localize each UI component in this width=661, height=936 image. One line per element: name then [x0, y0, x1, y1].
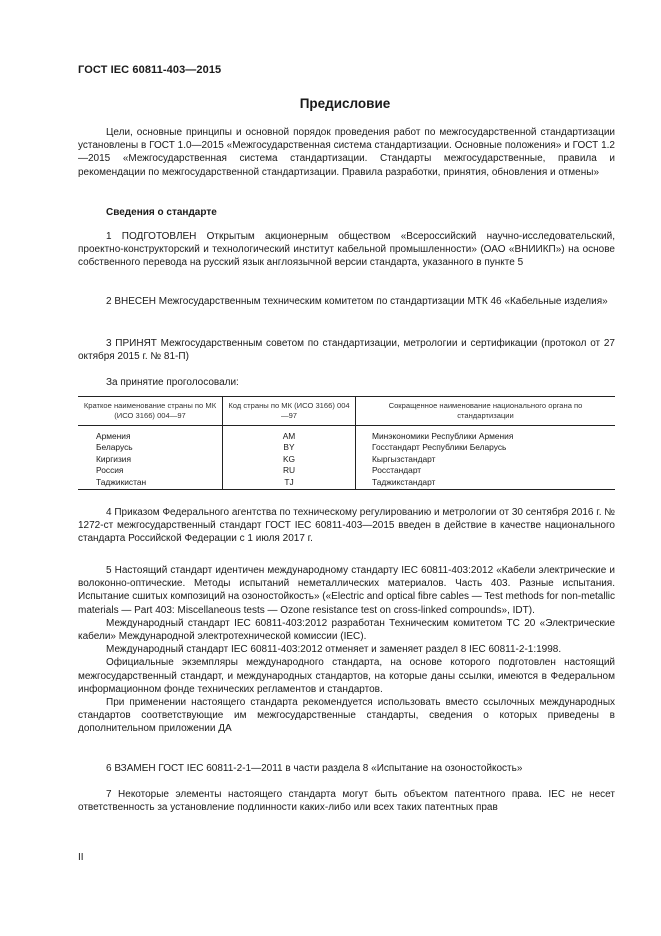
country-name: Россия: [78, 465, 223, 476]
countries-table: [78, 396, 615, 490]
standards-body: Таджикстандарт: [372, 476, 436, 487]
table-row: [78, 465, 615, 476]
item-5-replaces-text: Международный стандарт IEC 60811-403:2012 отменяет и заменяет раздел 8 IEC 60811-2-1:1998.: [106, 644, 562, 656]
country-code: RU: [223, 465, 356, 476]
item-7: [78, 788, 615, 814]
item-7-text: 7 Некоторые элементы настоящего стандарта могут быть объектом патентного права. IEC не несет ответственность за установление подлинности каких-либо или всех таких патентных прав: [78, 789, 615, 814]
table-row: [78, 454, 615, 465]
item-2-text: 2 ВНЕСЕН Межгосударственным техническим комитетом по стандартизации МТК 46 «Кабельные изделия»: [106, 296, 608, 307]
country-name: Таджикистан: [78, 477, 223, 490]
document-code-header: ГОСТ IEC 60811-403—2015: [78, 64, 222, 76]
item-3: [78, 337, 615, 363]
item-5-copies-text: Официальные экземпляры международного стандарта, на основе которого подготовлен настоящий межгосударственный стандарт, и международных стандартов, на которые даны ссылки, имеются в Федеральном информационном фонде технических регламентов и стандартов.: [78, 657, 615, 695]
page-title: Предисловие: [299, 96, 391, 111]
item-1: [78, 230, 615, 270]
foreword-intro: [78, 126, 615, 179]
header-standards-body: Сокращенное наименование национального органа по стандартизации: [356, 397, 616, 426]
item-2: [78, 295, 615, 308]
header-country-code: Код страны по МК (ИСО 3166) 004—97: [223, 397, 356, 426]
standards-body: Минэкономики Республики Армения: [372, 431, 514, 441]
subheading: Сведения о стандарте: [106, 207, 217, 218]
item-6: [78, 762, 615, 775]
item-5-developer-text: Международный стандарт IEC 60811-403:2012 разработан Техническим комитетом TC 20 «Электрические кабели» Международной электротехнической комиссии (IEC).: [78, 617, 615, 643]
item-3-text: 3 ПРИНЯТ Межгосударственным советом по стандартизации, метрологии и сертификации (протокол от 27 октября 2015 г. № 81-П): [78, 338, 615, 363]
item-6-text: 6 ВЗАМЕН ГОСТ IEC 60811-2-1—2011 в части раздела 8 «Испытание на озоностойкость»: [106, 763, 523, 774]
standards-body: Кыргызстандарт: [372, 453, 436, 464]
table-row: [78, 426, 615, 443]
country-code: KG: [223, 454, 356, 465]
standards-body: Росстандарт: [372, 465, 422, 476]
vote-label: За принятие проголосовали:: [106, 377, 239, 388]
vote-label-block: [78, 376, 615, 389]
item-1-text: 1 ПОДГОТОВЛЕН Открытым акционерным обществом «Всероссийский научно-исследовательский, проектно-конструкторский и технологический институт кабельной промышленности» (ОАО «ВНИИКП») на основе собственного перевода на русский язык англоязычной версии стандарта, указанного в пункте 5: [78, 231, 615, 269]
standards-body: Госстандарт Республики Беларусь: [372, 442, 507, 453]
country-code: BY: [223, 442, 356, 453]
table-row: [78, 477, 615, 490]
item-4: [78, 506, 615, 546]
item-4-text: 4 Приказом Федерального агентства по техническому регулированию и метрологии от 30 сентября 2016 г. № 1272-ст межгосударственный стандарт ГОСТ IEC 60811-403—2015 введен в действие в качестве национального стандарта Российской Федерации с 1 июля 2017 г.: [78, 507, 615, 545]
country-code: TJ: [223, 477, 356, 490]
country-name: Армения: [78, 426, 223, 443]
standard-info-heading: [78, 206, 615, 219]
intro-paragraph: Цели, основные принципы и основной порядок проведения работ по межгосударственной стандартизации установлены в ГОСТ 1.0—2015 «Межгосударственная система стандартизации. Основные положения» и ГОСТ 1.2—2015 «Межгосударственная система стандартизации. Стандарты межгосударственные, правила и рекомендации по межгосударственной стандартизации. Правила разработки, принятия, обновления и отмены»: [78, 127, 615, 178]
country-name: Киргизия: [78, 454, 223, 465]
table-row: [78, 442, 615, 453]
country-code: AM: [223, 426, 356, 443]
item-5-text: 5 Настоящий стандарт идентичен международному стандарту IEC 60811-403:2012 «Кабели электрические и волоконно-оптические. Методы испытаний неметаллических материалов. Часть 403. Разные испытания. Испытание сшитых композиций на озоностойкость» («Electric and optical fibre cables — Test methods for non-metallic materials — Part 403: Miscellaneous tests — Ozone resistance test on cross-linked compounds», IDT).: [78, 565, 616, 616]
table-header-row: [78, 397, 615, 426]
voting-table: [78, 396, 615, 490]
page-number: II: [78, 852, 84, 863]
header-country-name: Краткое наименование страны по МК (ИСО 3166) 004—97: [78, 397, 223, 426]
item-5-usage-text: При применении настоящего стандарта рекомендуется использовать вместо ссылочных международных стандартов соответствующие им межгосударственные стандарты, сведения о которых приведены в дополнительном приложении ДА: [78, 697, 615, 735]
item-5: [78, 564, 615, 736]
country-name: Беларусь: [78, 442, 223, 453]
